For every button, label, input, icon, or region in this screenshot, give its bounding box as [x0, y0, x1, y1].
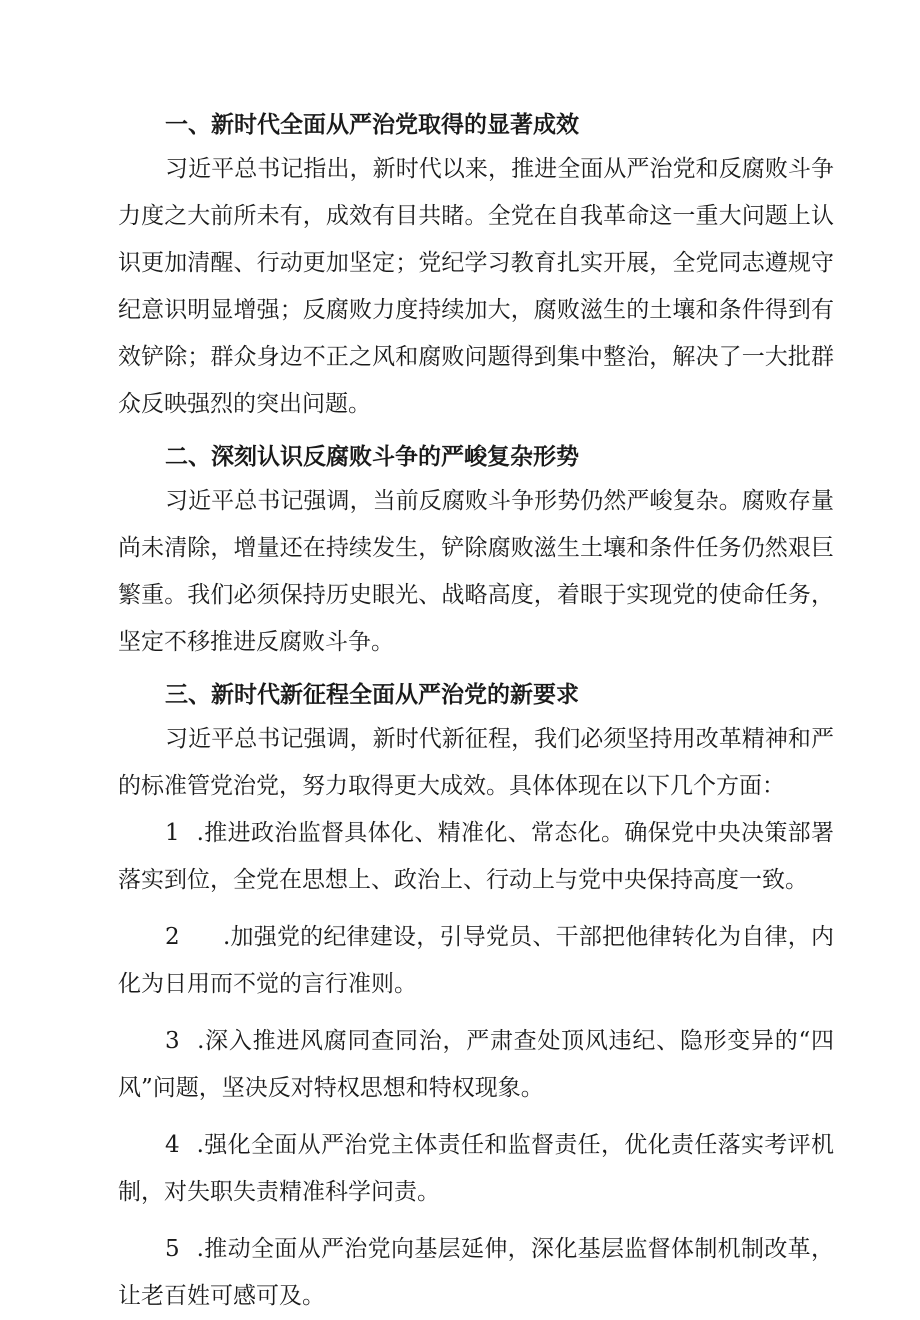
list-item [118, 1018, 834, 1112]
section-body-2: 习近平总书记强调，当前反腐败斗争形势仍然严峻复杂。腐败存量尚未清除，增量还在持续发生，铲除腐败滋生土壤和条件任务仍然艰巨繁重。我们必须保持历史眼光、战略高度，着眼于实现党的使命任务，坚定不移推进反腐败斗争。 [118, 488, 834, 655]
list-item [118, 810, 834, 904]
section-heading-1: 一、新时代全面从严治党取得的显著成效 [165, 111, 579, 138]
list-item-text: .推动全面从严治党向基层延伸，深化基层监督体制机制改革，让老百姓可感可及。 [118, 1236, 835, 1309]
section-heading-2: 二、深刻认识反腐败斗争的严峻复杂形势 [165, 443, 579, 470]
list-item-text: .强化全面从严治党主体责任和监督责任，优化责任落实考评机制，对失职失责精准科学问责。 [118, 1132, 835, 1205]
list-item-text: .深入推进风腐同查同治，严肃查处顶风违纪、隐形变异的“四风”问题，坚决反对特权思想和特权现象。 [118, 1028, 835, 1101]
list-item [118, 1226, 834, 1320]
requirements-list [118, 810, 834, 1320]
list-item-text: .加强党的纪律建设，引导党员、干部把他律转化为自律，内化为日用而不觉的言行准则。 [118, 924, 834, 997]
list-item [118, 914, 834, 1008]
list-item-number: 5 [165, 1236, 180, 1262]
list-item-number: 2 [165, 924, 180, 950]
list-item-number: 4 [165, 1132, 180, 1158]
list-item [118, 1122, 834, 1216]
list-item-number: 3 [165, 1028, 180, 1054]
section-body-3: 习近平总书记强调，新时代新征程，我们必须坚持用改革精神和严的标准管党治党，努力取得更大成效。具体体现在以下几个方面： [118, 726, 834, 799]
section-heading-3: 三、新时代新征程全面从严治党的新要求 [165, 681, 579, 708]
section-body-1: 习近平总书记指出，新时代以来，推进全面从严治党和反腐败斗争力度之大前所未有，成效有目共睹。全党在自我革命这一重大问题上认识更加清醒、行动更加坚定；党纪学习教育扎实开展，全党同志遵规守纪意识明显增强；反腐败力度持续加大，腐败滋生的土壤和条件得到有效铲除；群众身边不正之风和腐败问题得到集中整治，解决了一大批群众反映强烈的突出问题。 [118, 156, 834, 417]
list-item-number: 1 [165, 820, 180, 846]
list-item-text: .推进政治监督具体化、精准化、常态化。确保党中央决策部署落实到位，全党在思想上、政治上、行动上与党中央保持高度一致。 [118, 820, 835, 893]
